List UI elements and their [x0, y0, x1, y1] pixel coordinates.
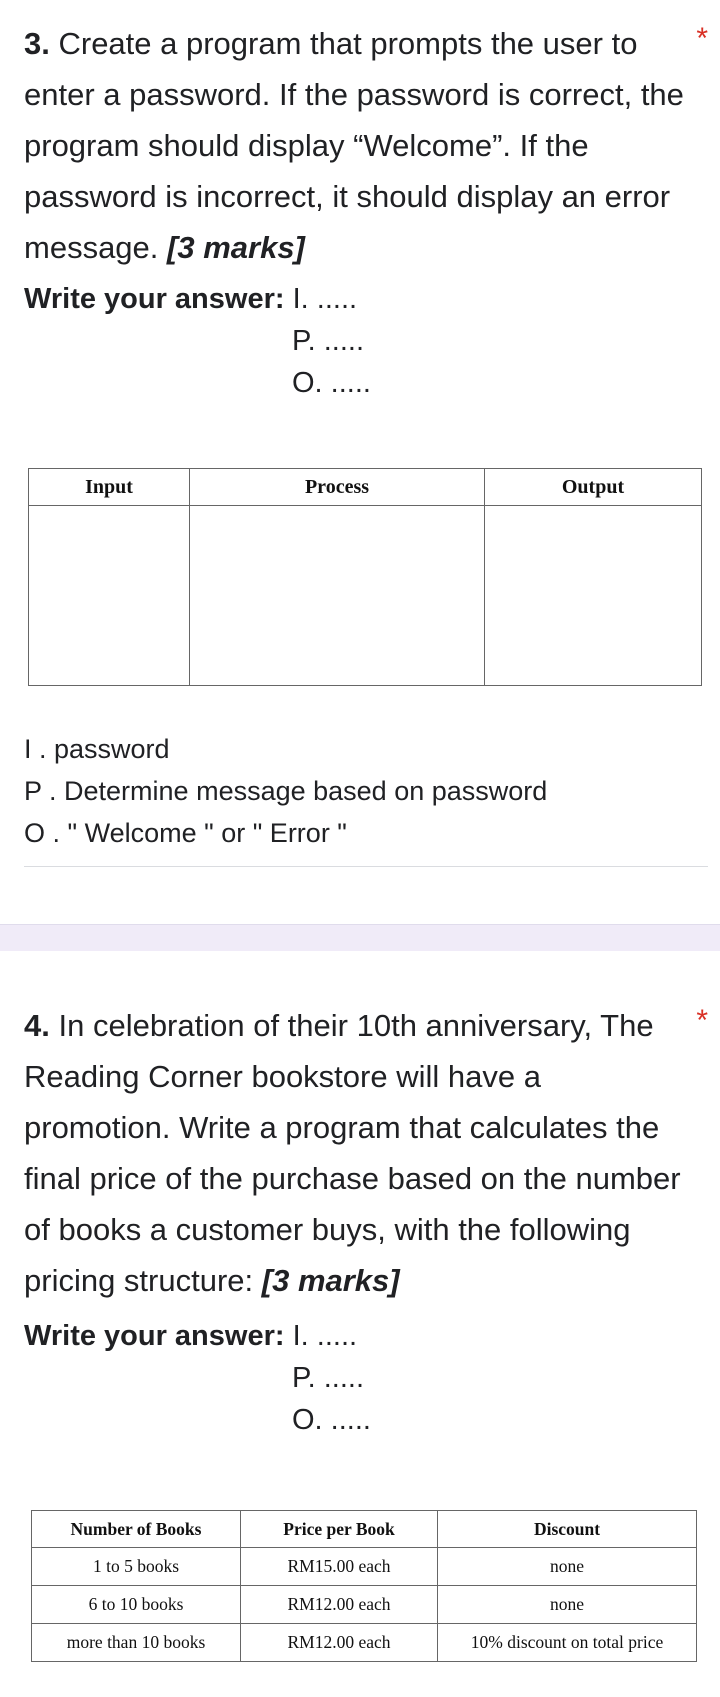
answer-text-field[interactable]: [24, 728, 708, 867]
answer-line: P . Determine message based on password: [24, 776, 548, 806]
table-cell: 1 to 5 books: [32, 1548, 241, 1586]
ipo-input-line: I. .....: [292, 1320, 358, 1352]
ipo-input-line: I. .....: [292, 283, 358, 315]
required-asterisk: *: [696, 1004, 708, 1037]
table-cell-output: [485, 506, 702, 686]
table-cell: 10% discount on total price: [438, 1624, 697, 1662]
question-4-text: In celebration of their 10th anniversary, The Reading Corner bookstore will have a promotion. Write a program that calculates the final price of the purchase based on the number of books a customer buys, with the following pricing structure:: [24, 1008, 681, 1298]
table-cell: RM15.00 each: [241, 1548, 438, 1586]
question-3-number: 3.: [24, 26, 50, 61]
pricing-table: [31, 1510, 697, 1662]
table-header-discount: Discount: [438, 1511, 697, 1548]
table-cell: more than 10 books: [32, 1624, 241, 1662]
question-3-title: [24, 18, 684, 273]
table-cell: none: [438, 1548, 697, 1586]
question-4-marks: [3 marks]: [261, 1263, 400, 1298]
answer-line: O . " Welcome " or " Error ": [24, 818, 347, 848]
question-3-marks: [3 marks]: [167, 230, 305, 265]
ipo-output-line: O. .....: [292, 1404, 371, 1436]
table-header-number-of-books: Number of Books: [32, 1511, 241, 1548]
table-cell-process: [190, 506, 485, 686]
table-row: [32, 1548, 697, 1586]
table-cell: RM12.00 each: [241, 1586, 438, 1624]
ipo-output-line: O. .....: [292, 367, 371, 399]
ipo-process-line: P. .....: [292, 325, 365, 357]
table-header-input: Input: [29, 469, 190, 506]
table-cell: 6 to 10 books: [32, 1586, 241, 1624]
question-3-ipo-template: [24, 278, 371, 404]
section-divider: [0, 924, 720, 952]
table-header-price-per-book: Price per Book: [241, 1511, 438, 1548]
table-header-process: Process: [190, 469, 485, 506]
write-answer-label: Write your answer:: [24, 1320, 285, 1352]
question-3-text: Create a program that prompts the user to enter a password. If the password is correct, the program should display “Welcome”. If the password is incorrect, it should display an error message.: [24, 26, 684, 265]
table-row: [32, 1586, 697, 1624]
answer-line: I . password: [24, 734, 170, 764]
ipo-process-line: P. .....: [292, 1362, 365, 1394]
question-4-card: [0, 951, 720, 1697]
question-4-title: [24, 1000, 684, 1306]
table-cell-input: [29, 506, 190, 686]
table-row: [32, 1624, 697, 1662]
question-4-ipo-template: [24, 1315, 371, 1441]
question-4-number: 4.: [24, 1008, 50, 1043]
write-answer-label: Write your answer:: [24, 283, 285, 315]
table-cell: RM12.00 each: [241, 1624, 438, 1662]
ipo-table: [28, 468, 702, 686]
table-cell: none: [438, 1586, 697, 1624]
required-asterisk: *: [696, 22, 708, 55]
table-header-output: Output: [485, 469, 702, 506]
